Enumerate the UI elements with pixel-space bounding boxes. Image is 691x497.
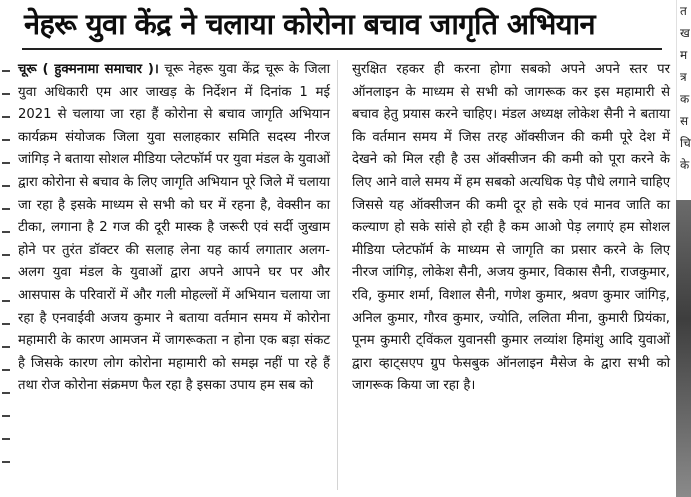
fragment: म (680, 48, 688, 62)
fragment: स (680, 114, 689, 128)
fragment: त्र (680, 70, 687, 84)
article-column-1-text: चूरू नेहरू युवा केंद्र चूरू के जिला युवा अधिकारी एम आर जाखड़ के निर्देशन में दिनांक 1 मई 2021 से चलाया जा रहा हैं कोरोना से बचाव जागृति अभियान कार्यक्रम संयोजक जिला युवा सलाहकार समिति सदस्य नीरज जांगिड़ ने बताया सोशल मीडिया प्लेटफॉर्म पर युवा मंडल के युवाओं द्वारा कोरोना से बचाव के लिए जागृति अभियान पूरे जिले में चलाया जा रहा है इसके माध्यम से सभी को घर में रहना है, वेक्सीन का टीका, लगाना है 2 गज की दूरी मास्क है जरूरी एवं सर्दी जुखाम होने पर तुरंत डॉक्टर की सलाह लेना यह कार्य लगातार अलग-अलग युवा मंडल के युवाओं द्वारा अपने आपने घर पर और आसपास के परिवारों में और गली मोहल्लों में अभियान चलाया जा रहा है एनवाईवी अजय कुमार ने बताया वर्तमान समय में कोरोना महामारी के कारण आमजन में जागरूकता न होना एक बड़ा संकट है जिसके कारण लोग कोरोना महामारी को समझ नहीं पा रहे हैं तथा रोज कोरोना संक्रमण फैल रहा है इसका उपाय हम सब को (18, 62, 330, 394)
adjacent-photo (676, 200, 691, 497)
fragment: त (680, 4, 687, 18)
column-divider (337, 60, 338, 490)
fragment: के (680, 158, 690, 172)
article-column-1 (18, 59, 330, 398)
article-column-2 (352, 59, 670, 398)
article-column-2-text: सुरक्षित रहकर ही करना होगा सबको अपने अपने स्तर पर ऑनलाइन के माध्यम से सभी को जागरूक कर इस महामारी से बचाव हेतु प्रयास करने चाहिए। मंडल अध्यक्ष लोकेश सैनी ने बताया कि वर्तमान समय में जिस तरह ऑक्सीजन की कमी पूरे देश में देखने को मिल रही है उस ऑक्सीजन की कमी को पूरा करने के लिए आने वाले समय में हम सबको अत्यधिक पेड़ पौधे लगाने चाहिए जिससे यह ऑक्सीजन की कमी दूर हो सके एवं मानव जाति का कल्याण हो सके सांसे हो रही है कम आओ पेड़ लगाएं हम सोशल मीडिया प्लेटफॉर्म के माध्यम से जागृति का प्रसार करने के लिए नीरज जांगिड़, लोकेश सैनी, अजय कुमार, विकास सैनी, राजकुमार, रवि, कुमार शर्मा, विशाल सैनी, गणेश कुमार, श्रवण कुमार जांगिड़, अनिल कुमार, गौरव कुमार, ज्योति, ललिता मीना, कुमारी प्रियंका, पूनम कुमारी ट्विंकल युवानसी कुमार लव्यांश हिमांशु आदि युवाओं द्वारा व्हाट्सएप ग्रुप फेसबुक ऑनलाइन मैसेज के द्वारा सभी को जागरूक किया जा रहा है। (352, 62, 670, 394)
adjacent-column-edge (0, 60, 12, 490)
fragment: चि (680, 136, 691, 150)
article-dateline: चूरू ( हुक्मनामा समाचार )। (18, 62, 159, 77)
headline-rule (22, 48, 662, 50)
fragment: ख (680, 26, 690, 40)
fragment: क (680, 92, 690, 106)
headline: नेहरू युवा केंद्र ने चलाया कोरोना बचाव जागृति अभियान (24, 7, 595, 41)
